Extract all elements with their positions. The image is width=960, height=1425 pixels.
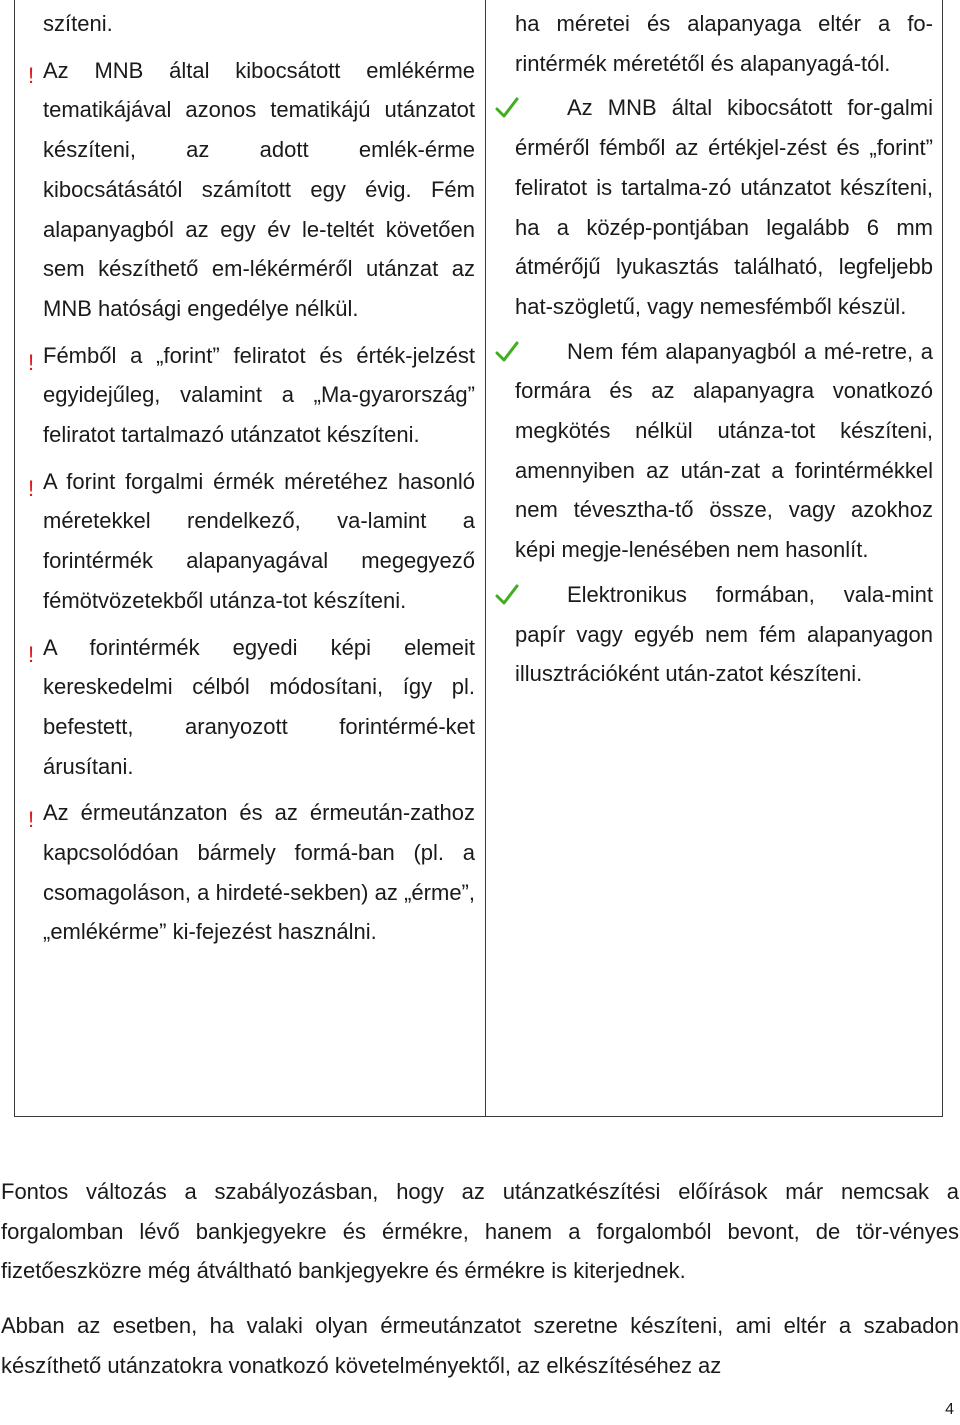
left-intro: szíteni. bbox=[43, 11, 113, 36]
right-item-1 bbox=[515, 88, 933, 326]
checkmark-icon bbox=[495, 341, 519, 363]
left-item-text: Fémből a „forint” feliratot és érték-jelzést egyidejűleg, valamint a „Ma-gyarország” feliratot tartalmazó utánzatot készíteni. bbox=[43, 342, 475, 448]
column-divider bbox=[485, 0, 486, 1117]
left-item-text: A forint forgalmi érmék méretéhez hasonló méretekkel rendelkező, va-lamint a forintérmék alapanyagával megegyező fémötvözetekből utánza-tot készíteni. bbox=[43, 468, 475, 613]
exclamation-icon: ! bbox=[28, 349, 35, 375]
left-item-text: A forintérmék egyedi képi elemeit kereskedelmi célból módosítani, így pl. befestett, aranyozott forintérmé-ket árusítani. bbox=[43, 634, 475, 779]
left-item-3 bbox=[28, 462, 475, 621]
body-paragraph-1: Fontos változás a szabályozásban, hogy az utánzatkészítési előírások már nemcsak a forgalomban lévő bankjegyekre és érmékre, hanem a forgalomból bevont, de tör-vényes fizetőeszközre még átváltható bankjegyekre és érmékre is kiterjednek. bbox=[1, 1179, 959, 1284]
page-number: 4 bbox=[945, 1401, 954, 1418]
right-item-text: Elektronikus formában, vala-mint papír vagy egyéb nem fém alapanyagon illusztrációként után-zatot készíteni. bbox=[515, 581, 933, 687]
exclamation-icon: ! bbox=[28, 62, 35, 88]
left-item-1 bbox=[28, 51, 475, 329]
left-item-4 bbox=[28, 628, 475, 787]
left-item-text: Az MNB által kibocsátott emlékérme tematikájával azonos tematikájú utánzatot készíteni, az adott emlék-érme kibocsátásától számított egy évig. Fém alapanyagból az egy év le-teltét követően sem készíthető em-lékérméről utánzat az MNB hatósági engedélye nélkül. bbox=[43, 57, 475, 321]
left-column bbox=[28, 0, 475, 952]
body-paragraph-2: Abban az esetben, ha valaki olyan érmeutánzatot szeretne készíteni, ami eltér a szabadon készíthető utánzatokra vonatkozó követelményektől, az elkészítéséhez az bbox=[1, 1313, 959, 1378]
right-column bbox=[515, 0, 933, 694]
right-item-text: Az MNB által kibocsátott for-galmi érméről fémből az értékjel-zést és „forint” feliratot is tartalma-zó utánzatot készíteni, ha a közép-pontjában legalább 6 mm átmérőjű lyukasztás található, legfeljebb hat-szögletű, vagy nemesfémből készül. bbox=[515, 95, 933, 319]
left-item-text: Az érmeutánzaton és az érmeután-zathoz kapcsolódóan bármely formá-ban (pl. a csomagoláson, a hirdeté-sekben) az „érme”, „emlékérme” ki-fejezést használni. bbox=[43, 800, 475, 945]
right-item-2 bbox=[515, 332, 933, 570]
checkmark-icon bbox=[495, 97, 519, 119]
checkmark-icon bbox=[495, 584, 519, 606]
exclamation-icon: ! bbox=[28, 807, 35, 833]
right-intro: ha méretei és alapanyaga eltér a fo-rintérmék méretétől és alapanyagá-tól. bbox=[515, 11, 933, 76]
left-item-5 bbox=[28, 793, 475, 952]
exclamation-icon: ! bbox=[28, 641, 35, 667]
left-item-2 bbox=[28, 336, 475, 455]
right-item-text: Nem fém alapanyagból a mé-retre, a formára és az alapanyagra vonatkozó megkötés nélkül utánza-tot készíteni, amennyiben az után-zat a forintérmékkel nem tévesztha-tő össze, vagy azokhoz képi megje-lenésében nem hasonlít. bbox=[515, 338, 933, 563]
exclamation-icon: ! bbox=[28, 475, 35, 501]
right-item-3 bbox=[515, 575, 933, 694]
